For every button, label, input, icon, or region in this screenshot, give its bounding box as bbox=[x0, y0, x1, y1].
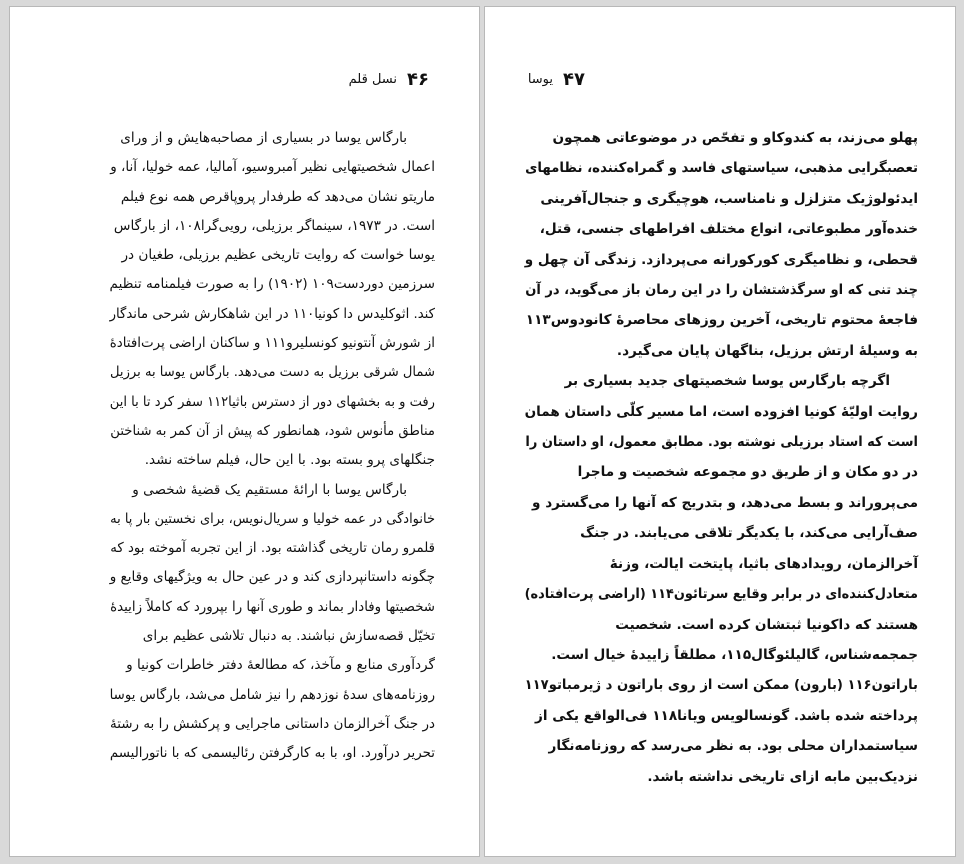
text-line: هستند که داکونیا ثبتشان کرده است. شخصیت bbox=[615, 616, 918, 633]
text-line: است. در ۱۹۷۳، سینماگر برزیلی، رویی‌گرا۱۰۸، از بارگاس bbox=[113, 217, 435, 234]
text-line: جنگلهای پرو بسته بود. با این حال، فیلم ساخته نشد. bbox=[144, 452, 435, 469]
text-line: متعادل‌کننده‌ای در برابر وقایع سرتائون۱۱۴ (اراضی پرت‌افتاده) bbox=[524, 586, 918, 603]
text-line: چگونه داستانپردازی کند و در عین حال به ویژگیهای وقایع و bbox=[109, 569, 436, 586]
text-line: می‌پروراند و بسط می‌دهد، و بتدریج که آنها را می‌گسترد و bbox=[532, 494, 918, 511]
text-line: ماریتو نشان می‌دهد که طرفدار پروپاقرص همه نوع فیلم bbox=[120, 188, 435, 205]
right-page-number: ۴۷ bbox=[563, 68, 585, 90]
text-line: صف‌آرایی می‌کند، با یکدیگر تلاقی می‌یابند. در جنگ bbox=[580, 525, 918, 542]
text-line: کند. اثوکلیدس دا کونیا۱۱۰ در این شاهکارش شرحی ماندگار bbox=[109, 305, 435, 322]
text-line: تخیّل قصه‌سازش نباشند. به دنبال تلاشی عظیم برای bbox=[142, 628, 435, 645]
text-line: در جنگ آخرالزمان داستانی ماجرایی و پرکشش را به رشتهٔ bbox=[109, 715, 436, 732]
text-line: شخصیتها وفادار بماند و طوری آنها را بپرورد که کاملاً زاییدهٔ bbox=[110, 598, 435, 615]
text-line: ایدئولوژیک متزلزل و نامناسب، هوچیگری و جنجال‌آفرینی bbox=[540, 190, 918, 207]
left-page-body bbox=[110, 124, 435, 769]
text-line: رفت و به بخشهای دور از دسترس باثیا۱۱۲ سفر کرد تا با این bbox=[109, 393, 435, 410]
text-line: به وسیلهٔ ارتش برزیل، بناگهان پایان می‌گیرد. bbox=[616, 342, 918, 359]
text-line: پرداخته شده باشد. گونسالویس ویانا۱۱۸ فی‌الواقع یکی از bbox=[535, 707, 918, 724]
text-line: روزنامه‌های سدهٔ نوزدهم را نیز شامل می‌شد، بارگاس یوسا bbox=[109, 686, 435, 703]
text-line: قلمرو رمان تاریخی گذاشته بود. از این تجربه آموخته بود که bbox=[110, 540, 436, 557]
left-page-header bbox=[349, 65, 429, 93]
text-line: خنده‌آور مطبوعاتی، انواع مختلف افراطهای جنسی، قتل، bbox=[539, 221, 918, 238]
text-line: یوسا خواست که روایت تاریخی عظیم برزیلی، طغیان در bbox=[121, 247, 435, 264]
text-line: سیاستمداران محلی بود. به نظر می‌رسد که روزنامه‌نگار bbox=[548, 738, 918, 755]
text-line: خانوادگی در عمه خولیا و سریال‌نویس، برای نخستین بار پا به bbox=[110, 510, 436, 527]
text-line: سرزمین دوردست۱۰۹ (۱۹۰۲) را به صورت فیلمنامه تنظیم bbox=[109, 276, 435, 293]
right-page-body bbox=[525, 123, 918, 792]
text-line: قحطی، و نظامیگری کورکورانه می‌پردازد. زندگی آن چهل و bbox=[524, 251, 918, 268]
text-line: از شورش آنتونیو کونسلیرو۱۱۱ و ساکنان اراضی پرت‌افتادهٔ bbox=[109, 335, 435, 352]
left-running-title: نسل قلم bbox=[348, 71, 398, 87]
right-book-page bbox=[484, 6, 956, 857]
text-line: اگرچه بارگارس یوسا شخصیتهای جدید بسیاری بر bbox=[564, 373, 890, 390]
text-line: در دو مکان و از طریق دو مجموعه شخصیت و ماجرا bbox=[577, 464, 918, 481]
text-line: تحریر درآورد. او، با به کارگرفتن رئالیسمی که با ناتورالیسم bbox=[109, 745, 435, 762]
text-line: نزدیک‌بین مابه ازای تاریخی نداشته باشد. bbox=[647, 768, 918, 785]
text-line: مناطق مأنوس شود، همانطور که پیش از آن کمر به شناختن bbox=[110, 422, 436, 439]
left-page-number: ۴۶ bbox=[407, 68, 429, 90]
text-line: گردآوری منابع و مآخذ، که مطالعهٔ دفتر خاطرات کونیا و bbox=[126, 657, 435, 674]
text-line: جمجمه‌شناس، گالیلئوگال۱۱۵، مطلقاً زاییدهٔ خیال است. bbox=[551, 646, 918, 663]
text-line: است که استاد برزیلی نوشته بود. مطابق معمول، او داستان را bbox=[525, 434, 918, 451]
text-line: بارگاس یوسا با ارائهٔ مستقیم یک قضیهٔ شخصی و bbox=[132, 481, 407, 498]
left-book-page bbox=[9, 6, 480, 857]
text-line: باراتون۱۱۶ (بارون) ممکن است از روی باراتون د ژیرمباتو۱۱۷ bbox=[524, 677, 918, 694]
text-line: تعصبگرایی مذهبی، سیاستهای فاسد و گمراه‌کننده، نظامهای bbox=[525, 160, 918, 177]
right-page-header bbox=[528, 65, 585, 93]
text-line: چند تنی که او سرگذشتشان را در این رمان باز می‌گوید، در آن bbox=[525, 282, 918, 299]
text-line: پهلو می‌زند، به کندوکاو و تفحّص در موضوعاتی همچون bbox=[552, 130, 918, 146]
text-line: فاجعهٔ محتوم تاریخی، آخرین روزهای محاصرهٔ کانودوس۱۱۳ bbox=[525, 312, 918, 329]
text-line: آخرالزمان، رویدادهای باثیا، پایتخت ایالت، وزنهٔ bbox=[609, 555, 918, 572]
text-line: بارگاس یوسا در بسیاری از مصاحبه‌هایش و از ورای bbox=[120, 130, 407, 146]
text-line: اعمال شخصیتهایی نظیر آمبروسیو، آمالیا، عمه خولیا، آنا، و bbox=[110, 159, 435, 176]
text-line: شمال شرقی برزیل به دست می‌دهد. بارگاس یوسا به برزیل bbox=[109, 364, 436, 381]
right-running-title: یوسا bbox=[527, 71, 554, 87]
text-line: روایت اولیّهٔ کونیا افزوده است، اما مسیر کلّی داستان همان bbox=[524, 403, 918, 420]
